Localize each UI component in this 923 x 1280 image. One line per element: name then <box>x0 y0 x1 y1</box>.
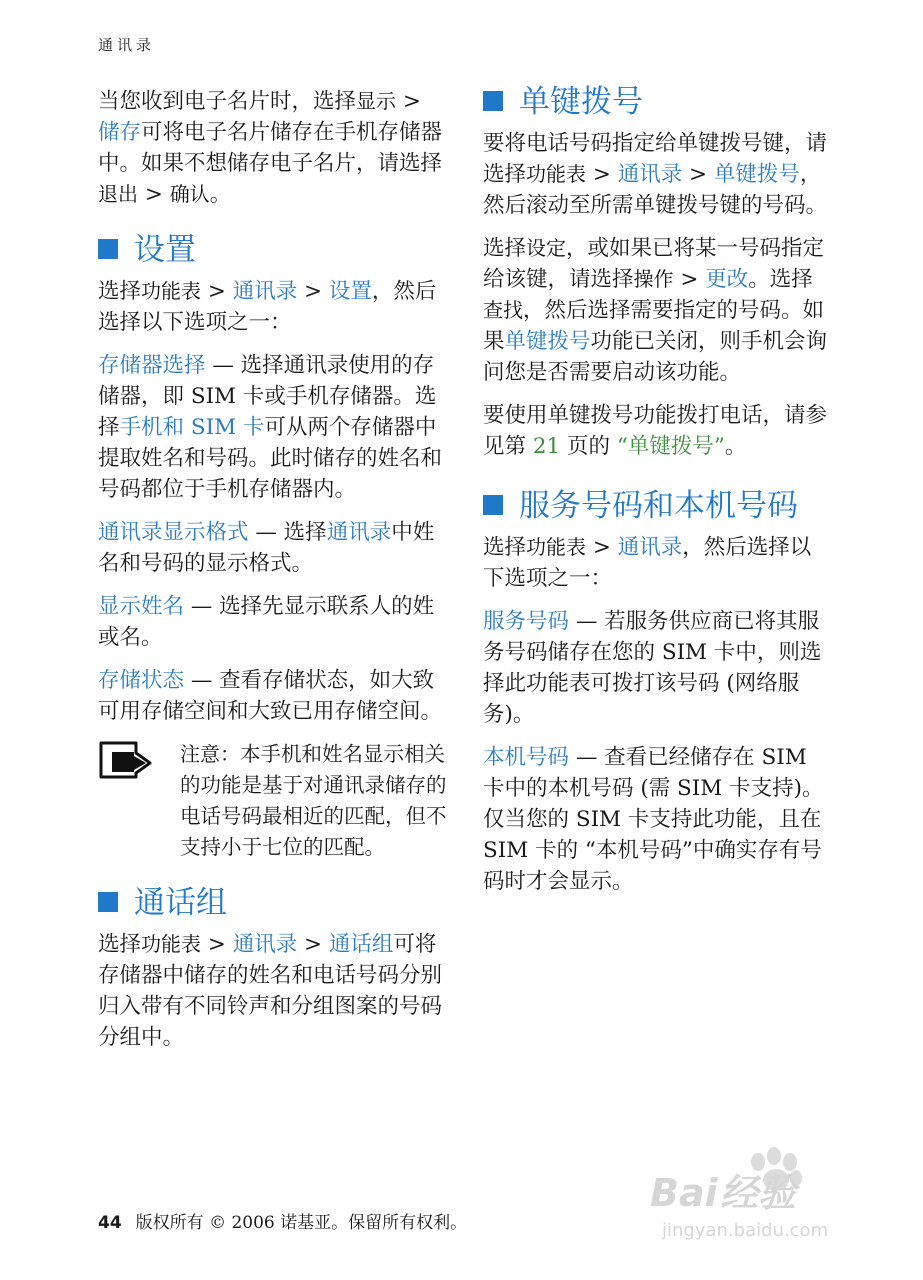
page-footer <box>98 1208 467 1233</box>
page-number: 44 <box>98 1213 122 1233</box>
paragraph-speed-dial-set: 选择设定，或如果已将某一号码指定给该键，请选择操作 > 更改。选择查找，然后选择需要指定的号码。如果单键拨号功能已关闭，则手机会询问您是否需要启动该功能。 <box>483 236 828 385</box>
heading-bullet-icon <box>98 892 118 912</box>
option-show-name: 显示姓名 — 选择先显示联系人的姓或名。 <box>98 594 435 650</box>
paragraph-speed-dial-assign: 要将电话号码指定给单键拨号键，请选择功能表 > 通讯录 > 单键拨号，然后滚动至所需单键拨号键的号码。 <box>483 131 828 218</box>
note-box <box>98 739 448 863</box>
heading-bullet-icon <box>98 239 118 259</box>
baidu-watermark-icon <box>650 1140 880 1250</box>
svg-text:jingyan.baidu.com: jingyan.baidu.com <box>662 1220 829 1241</box>
section-ref-link: “单键拨号” <box>616 434 725 459</box>
page-ref-link: 21 <box>532 434 561 459</box>
option-service-numbers: 服务号码 — 若服务供应商已将其服务号码储存在您的 SIM 卡中，则选择此功能表可拨打该号码 (网络服务)。 <box>483 609 822 727</box>
note-text: 注意：本手机和姓名显示相关的功能是基于对通讯录储存的电话号码最相近的匹配，但不支持小于七位的匹配。 <box>180 742 447 859</box>
paragraph-settings-intro: 选择功能表 > 通讯录 > 设置，然后选择以下选项之一： <box>98 279 437 335</box>
svg-text:经验: 经验 <box>720 1171 797 1215</box>
heading-bullet-icon <box>483 495 503 515</box>
svg-text:Bai: Bai <box>650 1171 718 1215</box>
running-head: 通讯录 <box>98 36 156 54</box>
right-column <box>483 68 831 909</box>
note-hand-icon <box>98 739 156 779</box>
option-own-numbers: 本机号码 — 查看已经储存在 SIM 卡中的本机号码 (需 SIM 卡支持)。仅当您的 SIM 卡支持此功能，且在 SIM 卡的 “本机号码”中确实存有号码时才会显示。 <box>483 745 824 894</box>
paragraph-speed-dial-ref: 要使用单键拨号功能拨打电话，请参见第 21 页的 “单键拨号”。 <box>483 403 828 459</box>
heading-bullet-icon <box>483 91 503 111</box>
paragraph-service-intro: 选择功能表 > 通讯录，然后选择以下选项之一： <box>483 535 812 591</box>
option-memory-select: 存储器选择 — 选择通讯录使用的存储器，即 SIM 卡或手机存储器。选择手机和 SIM 卡可从两个存储器中提取姓名和号码。此时储存的姓名和号码都位于手机存储器内。 <box>98 353 443 502</box>
paragraph-groups: 选择功能表 > 通讯录 > 通话组可将存储器中储存的姓名和电话号码分别归入带有不同铃声和分组图案的号码分组中。 <box>98 932 443 1050</box>
heading-speed-dial: 单键拨号 <box>483 82 831 122</box>
copyright: 版权所有 © 2006 诺基亚。保留所有权利。 <box>135 1213 468 1233</box>
heading-groups: 通话组 <box>98 883 448 923</box>
option-display-format: 通讯录显示格式 — 选择通讯录中姓名和号码的显示格式。 <box>98 520 435 576</box>
paragraph-vcard: 当您收到电子名片时，选择显示 > 储存可将电子名片储存在手机存储器中。如果不想储存电子名片，请选择退出 > 确认。 <box>98 89 443 207</box>
left-column <box>98 86 448 1065</box>
option-memory-status: 存储状态 — 查看存储状态，如大致可用存储空间和大致已用存储空间。 <box>98 668 443 724</box>
heading-service-numbers: 服务号码和本机号码 <box>483 486 831 526</box>
heading-settings: 设置 <box>98 230 448 270</box>
